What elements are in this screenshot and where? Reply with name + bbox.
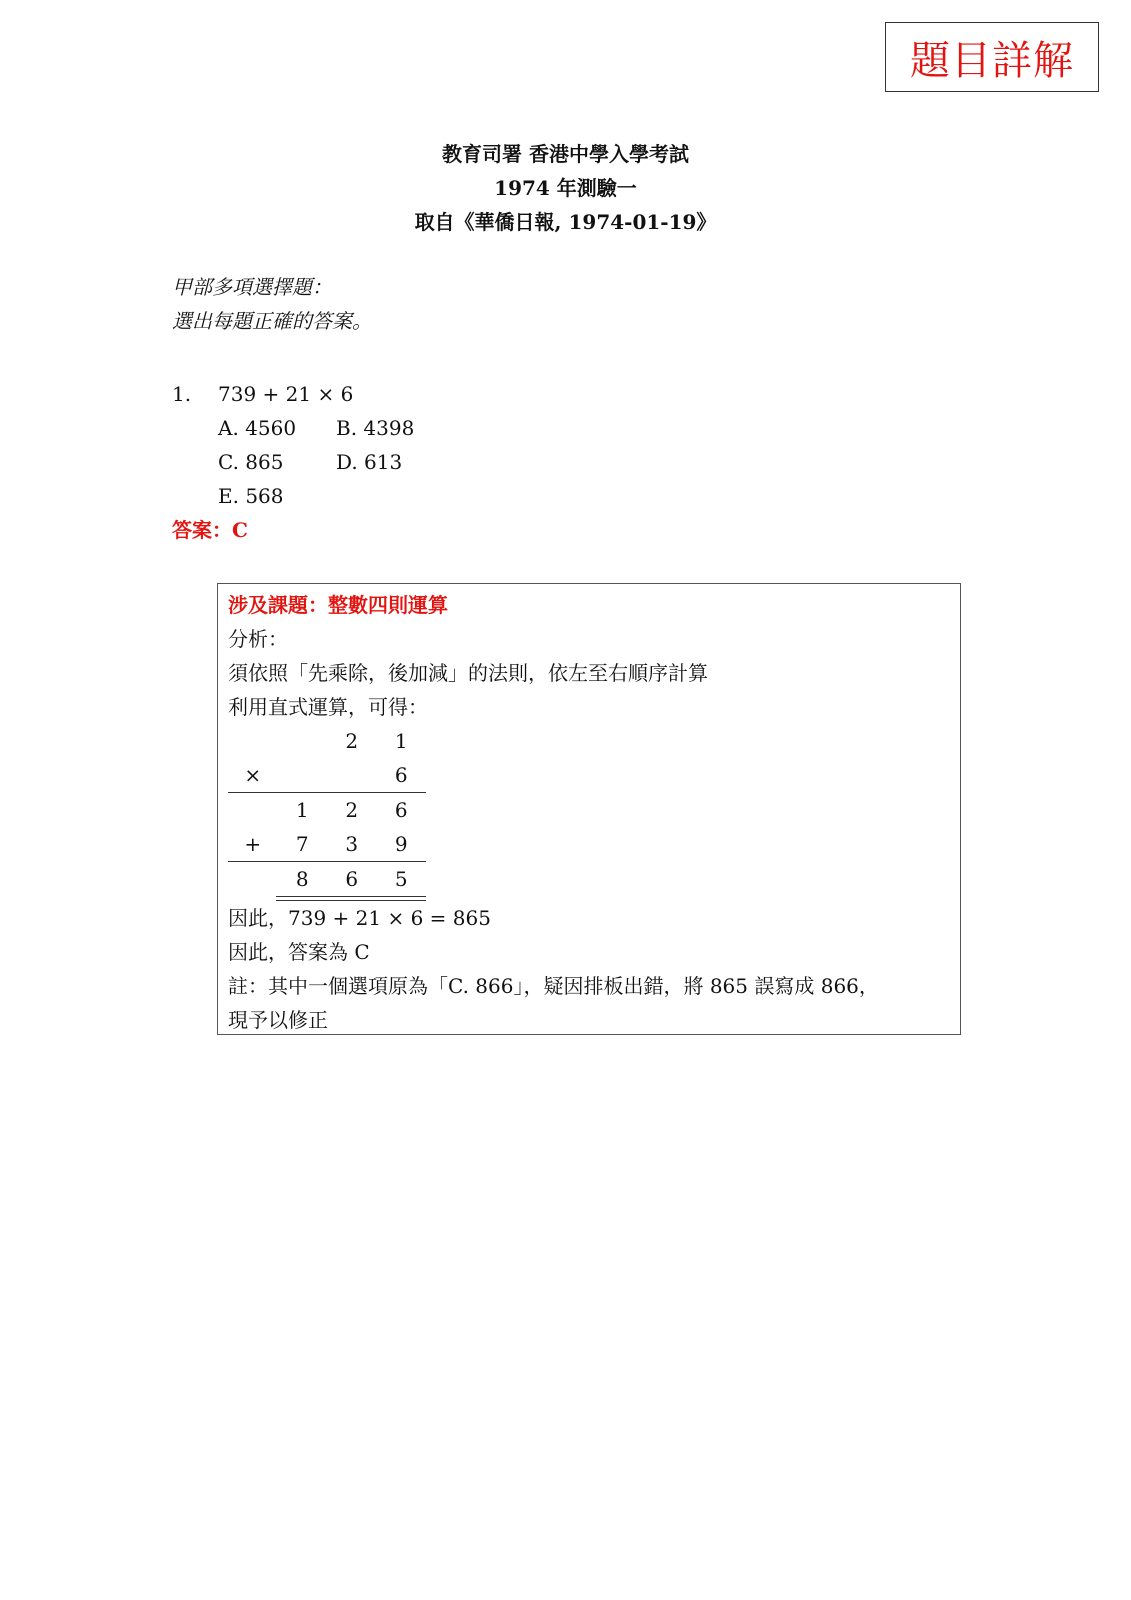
calc-cell	[278, 724, 328, 758]
calc-cell: 7	[295, 832, 309, 856]
exam-title: 教育司署 香港中學入學考試	[442, 142, 689, 166]
calc-row	[228, 758, 426, 792]
question-1	[172, 377, 454, 547]
calc-cell: 3	[345, 832, 359, 856]
calc-cell	[228, 724, 278, 758]
calc-cell: 8	[295, 867, 309, 891]
question-expression: 739 + 21 × 6	[218, 382, 354, 406]
detailed-solution-stamp: 題目詳解	[885, 22, 1099, 92]
plus-sign: +	[244, 832, 262, 856]
calc-row	[228, 862, 426, 896]
times-sign: ×	[244, 763, 262, 787]
calc-cell: 1	[295, 798, 309, 822]
calc-cell: 6	[345, 867, 359, 891]
source-line: 取自《華僑日報, 1974-01-19》	[414, 210, 717, 234]
option-e: E. 568	[218, 484, 284, 508]
calc-cell	[278, 758, 328, 792]
instructions	[172, 270, 372, 338]
calc-cell	[228, 793, 278, 827]
calc-cell: 2	[345, 729, 359, 753]
section-instruction: 選出每題正確的答案。	[172, 309, 372, 333]
topic-heading: 涉及課題：整數四則運算	[228, 593, 448, 617]
calc-double-rule	[276, 896, 426, 901]
conclusion-equation: 因此，739 + 21 × 6 = 865	[228, 906, 491, 930]
calc-cell: 6	[394, 798, 408, 822]
calc-row	[228, 793, 426, 827]
document-header	[0, 137, 1131, 239]
conclusion-answer: 因此，答案為 C	[228, 940, 370, 964]
section-title: 甲部多項選擇題：	[172, 275, 332, 299]
calc-cell: 1	[394, 729, 408, 753]
option-b: B. 4398	[336, 416, 415, 440]
test-title: 1974 年測驗一	[494, 176, 637, 200]
question-number: 1.	[172, 382, 192, 406]
analysis-label: 分析：	[228, 627, 288, 651]
note-line-1: 註：其中一個選項原為「C. 866」，疑因排板出錯，將 865 誤寫成 866，	[228, 974, 879, 998]
calc-cell: 9	[394, 832, 408, 856]
note-line-2: 現予以修正	[228, 1008, 328, 1032]
calc-cell: 2	[345, 798, 359, 822]
answer-line: 答案：C	[172, 518, 248, 542]
calc-cell	[228, 862, 278, 896]
calc-row	[228, 724, 426, 758]
calc-row	[228, 827, 426, 861]
calc-cell: 5	[394, 867, 408, 891]
option-d: D. 613	[336, 450, 403, 474]
analysis-method: 利用直式運算，可得：	[228, 695, 428, 719]
calc-cell: 6	[394, 763, 408, 787]
analysis-rule: 須依照「先乘除，後加減」的法則，依左至右順序計算	[228, 661, 708, 685]
option-c: C. 865	[218, 450, 284, 474]
vertical-calculation	[228, 724, 426, 901]
calc-cell	[327, 758, 377, 792]
option-a: A. 4560	[218, 416, 297, 440]
explanation-box	[217, 583, 961, 1035]
